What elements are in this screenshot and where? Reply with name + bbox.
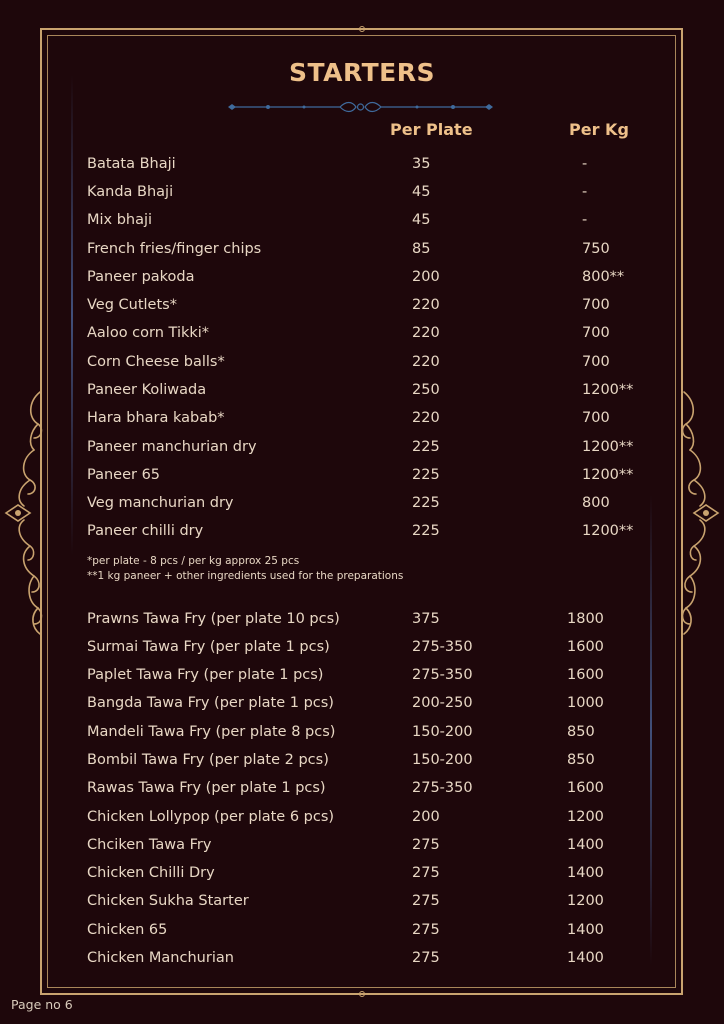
menu-row — [0, 297, 724, 325]
menu-row — [0, 865, 724, 893]
item-per-plate: 200-250 — [412, 695, 473, 711]
item-per-kg: 1000 — [567, 695, 604, 711]
item-name: Paneer chilli dry — [87, 523, 204, 539]
menu-row — [0, 780, 724, 808]
item-name: Paplet Tawa Fry (per plate 1 pcs) — [87, 667, 324, 683]
menu-row — [0, 950, 724, 978]
per-kg-column-header: Per Kg — [569, 120, 629, 139]
menu-row — [0, 410, 724, 438]
item-per-plate: 250 — [412, 382, 440, 398]
item-name: Veg Cutlets* — [87, 297, 177, 313]
menu-row — [0, 724, 724, 752]
item-per-plate: 225 — [412, 495, 440, 511]
menu-row — [0, 325, 724, 353]
item-per-kg: 750 — [582, 241, 610, 257]
menu-row — [0, 695, 724, 723]
item-per-kg: 700 — [582, 354, 610, 370]
item-per-kg: 850 — [567, 724, 595, 740]
item-per-kg: 1200** — [582, 382, 634, 398]
menu-row — [0, 893, 724, 921]
item-per-plate: 275 — [412, 922, 440, 938]
item-per-kg: 1400 — [567, 922, 604, 938]
item-name: Mandeli Tawa Fry (per plate 8 pcs) — [87, 724, 336, 740]
menu-row — [0, 269, 724, 297]
menu-row — [0, 639, 724, 667]
item-per-kg: 1600 — [567, 639, 604, 655]
item-per-plate: 225 — [412, 439, 440, 455]
top-frame-ornament-icon — [350, 25, 374, 33]
menu-row — [0, 467, 724, 495]
item-name: Aaloo corn Tikki* — [87, 325, 210, 341]
item-per-kg: 1200** — [582, 439, 634, 455]
item-name: Bangda Tawa Fry (per plate 1 pcs) — [87, 695, 334, 711]
item-per-kg: 1200 — [567, 809, 604, 825]
menu-row — [0, 156, 724, 184]
menu-row — [0, 495, 724, 523]
item-per-plate: 45 — [412, 184, 431, 200]
item-per-kg: 1200** — [582, 523, 634, 539]
item-per-plate: 225 — [412, 467, 440, 483]
item-per-plate: 200 — [412, 269, 440, 285]
item-per-plate: 85 — [412, 241, 431, 257]
item-per-plate: 35 — [412, 156, 431, 172]
item-name: Paneer pakoda — [87, 269, 195, 285]
menu-row — [0, 439, 724, 467]
item-name: Paneer 65 — [87, 467, 161, 483]
item-name: Paneer Koliwada — [87, 382, 207, 398]
item-per-plate: 275 — [412, 865, 440, 881]
item-name: Mix bhaji — [87, 212, 153, 228]
item-per-kg: 1200 — [567, 893, 604, 909]
item-per-kg: 1200** — [582, 467, 634, 483]
menu-row — [0, 611, 724, 639]
item-name: Chicken Sukha Starter — [87, 893, 249, 909]
item-per-kg: 1400 — [567, 865, 604, 881]
item-per-plate: 220 — [412, 325, 440, 341]
item-per-plate: 225 — [412, 523, 440, 539]
item-per-plate: 275-350 — [412, 639, 473, 655]
item-per-plate: 150-200 — [412, 752, 473, 768]
footnote-pieces: *per plate - 8 pcs / per kg approx 25 pcs — [87, 555, 300, 567]
item-per-kg: 1600 — [567, 780, 604, 796]
item-per-kg: 800** — [582, 269, 625, 285]
item-name: Corn Cheese balls* — [87, 354, 225, 370]
item-per-plate: 275 — [412, 893, 440, 909]
item-name: Batata Bhaji — [87, 156, 176, 172]
menu-row — [0, 382, 724, 410]
item-per-kg: - — [582, 156, 588, 172]
item-per-plate: 200 — [412, 809, 440, 825]
footnote-paneer: **1 kg paneer + other ingredients used for the preparations — [87, 570, 404, 582]
item-per-plate: 220 — [412, 354, 440, 370]
bottom-frame-ornament-icon — [350, 990, 374, 998]
item-per-kg: 700 — [582, 325, 610, 341]
item-per-kg: 1800 — [567, 611, 604, 627]
item-name: French fries/finger chips — [87, 241, 262, 257]
item-per-kg: - — [582, 184, 588, 200]
item-per-kg: - — [582, 212, 588, 228]
item-name: Chicken 65 — [87, 922, 168, 938]
page-number: Page no 6 — [11, 997, 73, 1012]
item-per-kg: 1400 — [567, 950, 604, 966]
item-per-kg: 1400 — [567, 837, 604, 853]
item-name: Kanda Bhaji — [87, 184, 174, 200]
item-name: Veg manchurian dry — [87, 495, 234, 511]
title-divider-icon — [228, 99, 493, 115]
item-per-plate: 275 — [412, 837, 440, 853]
menu-row — [0, 354, 724, 382]
item-name: Rawas Tawa Fry (per plate 1 pcs) — [87, 780, 326, 796]
item-per-plate: 375 — [412, 611, 440, 627]
item-per-plate: 220 — [412, 410, 440, 426]
menu-row — [0, 752, 724, 780]
item-per-plate: 275-350 — [412, 780, 473, 796]
menu-row — [0, 241, 724, 269]
page-title: STARTERS — [289, 58, 435, 87]
menu-row — [0, 184, 724, 212]
item-name: Paneer manchurian dry — [87, 439, 257, 455]
item-name: Prawns Tawa Fry (per plate 10 pcs) — [87, 611, 340, 627]
item-name: Chicken Chilli Dry — [87, 865, 215, 881]
item-name: Chciken Tawa Fry — [87, 837, 212, 853]
item-per-kg: 850 — [567, 752, 595, 768]
item-per-kg: 700 — [582, 297, 610, 313]
item-per-plate: 275-350 — [412, 667, 473, 683]
menu-row — [0, 922, 724, 950]
item-per-plate: 45 — [412, 212, 431, 228]
item-per-kg: 1600 — [567, 667, 604, 683]
menu-row — [0, 523, 724, 551]
item-per-kg: 700 — [582, 410, 610, 426]
menu-row — [0, 212, 724, 240]
item-name: Bombil Tawa Fry (per plate 2 pcs) — [87, 752, 329, 768]
item-name: Chicken Lollypop (per plate 6 pcs) — [87, 809, 335, 825]
item-per-plate: 275 — [412, 950, 440, 966]
item-name: Surmai Tawa Fry (per plate 1 pcs) — [87, 639, 330, 655]
item-name: Chicken Manchurian — [87, 950, 234, 966]
item-per-plate: 150-200 — [412, 724, 473, 740]
item-per-plate: 220 — [412, 297, 440, 313]
item-per-kg: 800 — [582, 495, 610, 511]
item-name: Hara bhara kabab* — [87, 410, 225, 426]
menu-row — [0, 809, 724, 837]
menu-row — [0, 667, 724, 695]
per-plate-column-header: Per Plate — [390, 120, 473, 139]
menu-row — [0, 837, 724, 865]
